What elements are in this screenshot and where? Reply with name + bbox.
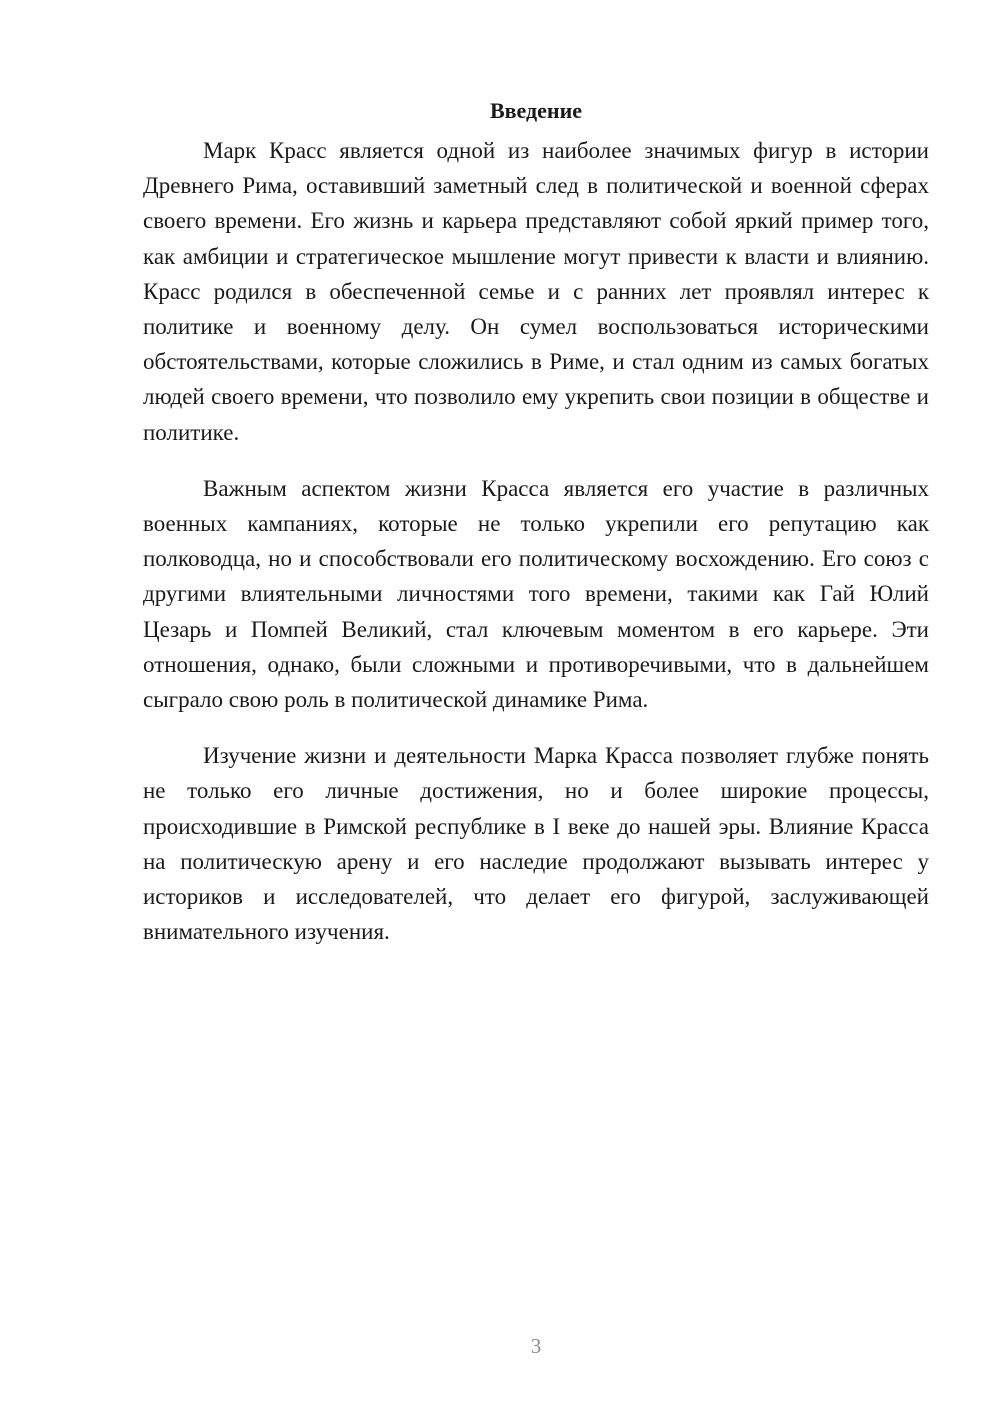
- section-title: Введение: [489, 98, 583, 123]
- paragraph-3: Изучение жизни и деятельности Марка Красса позволяет глубже понять не только его личные достижения, но и более широкие процессы, происходившие в Римской республике в I веке до нашей эры. Влияние Красса на политическую арену и его наследие продолжают вызывать интерес у историков и исследователей, что делает его фигурой, заслуживающей внимательного изучения.: [143, 743, 929, 945]
- page-content: [143, 96, 929, 970]
- paragraph-1: Марк Красс является одной из наиболее значимых фигур в истории Древнего Рима, оставивший заметный след в политической и военной сферах своего времени. Его жизнь и карьера представляют собой яркий пример того, как амбиции и стратегическое мышление могут привести к власти и влиянию. Красс родился в обеспеченной семье и с ранних лет проявлял интерес к политике и военному делу. Он сумел воспользоваться историческими обстоятельствами, которые сложились в Риме, и стал одним из самых богатых людей своего времени, что позволило ему укрепить свои позиции в обществе и политике.: [143, 138, 929, 445]
- paragraph-2: Важным аспектом жизни Красса является его участие в различных военных кампаниях, которые не только укрепили его репутацию как полководца, но и способствовали его политическому восхождению. Его союз с другими влиятельными личностями того времени, такими как Гай Юлий Цезарь и Помпей Великий, стал ключевым моментом в его карьере. Эти отношения, однако, были сложными и противоречивыми, что в дальнейшем сыграло свою роль в политической динамике Рима.: [143, 475, 929, 713]
- page-number: 3: [530, 1334, 542, 1358]
